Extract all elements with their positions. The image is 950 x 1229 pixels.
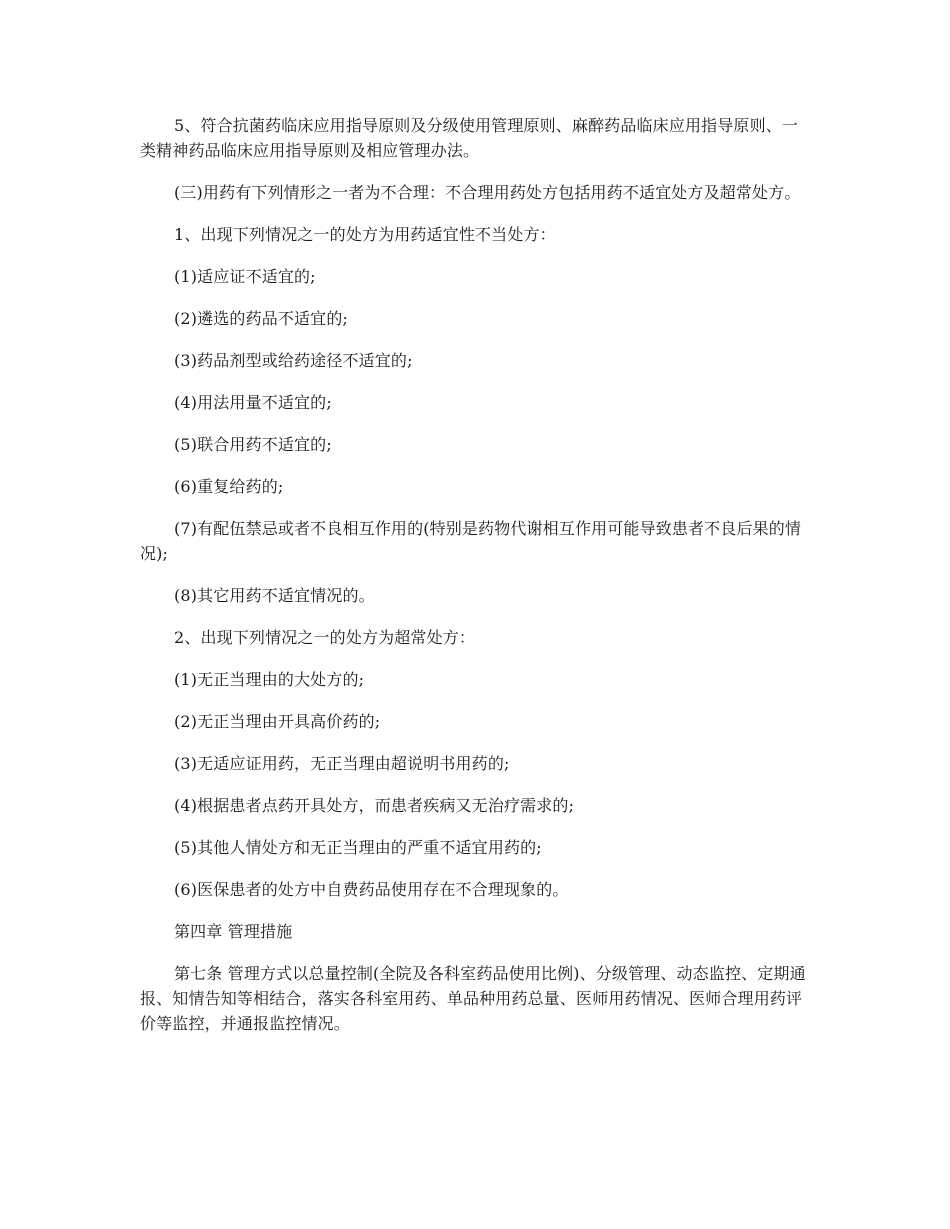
list-item-excessive-1: (1)无正当理由的大处方的; (174, 670, 365, 689)
list-item-inappropriate-1: (1)适应证不适宜的; (174, 267, 316, 286)
list-item-inappropriate-4: (4)用法用量不适宜的; (174, 393, 332, 412)
list-item-inappropriate-8: (8)其它用药不适宜情况的。 (174, 586, 375, 605)
list-item-inappropriate-3: (3)药品剂型或给药途径不适宜的; (174, 351, 413, 370)
list-item-inappropriate-2: (2)遴选的药品不适宜的; (174, 309, 349, 328)
paragraph-inappropriate-prescription-heading: 1、出现下列情况之一的处方为用药适宜性不当处方： (174, 225, 556, 244)
paragraph-antibiotic-principles: 5、符合抗菌药临床应用指导原则及分级使用管理原则、麻醉药品临床应用指导原则、一类精神药品临床应用指导原则及相应管理办法。 (140, 116, 799, 160)
list-item-excessive-6: (6)医保患者的处方中自费药品使用存在不合理现象的。 (174, 880, 569, 899)
list-item-excessive-2: (2)无正当理由开具高价药的; (174, 712, 381, 731)
list-item-inappropriate-6: (6)重复给药的; (174, 477, 284, 496)
paragraph-unreasonable-medication: (三)用药有下列情形之一者为不合理：不合理用药处方包括用药不适宜处方及超常处方。 (174, 183, 801, 202)
chapter-heading: 第四章 管理措施 (174, 922, 293, 941)
list-item-excessive-3: (3)无适应证用药，无正当理由超说明书用药的; (174, 754, 510, 773)
list-item-inappropriate-7: (7)有配伍禁忌或者不良相互作用的(特别是药物代谢相互作用可能导致患者不良后果的情况); (140, 519, 802, 563)
list-item-excessive-5: (5)其他人情处方和无正当理由的严重不适宜用药的; (174, 838, 542, 857)
document-body (140, 113, 808, 1036)
article-seven: 第七条 管理方式以总量控制(全院及各科室药品使用比例)、分级管理、动态监控、定期通报、知情告知等相结合，落实各科室用药、单品种用药总量、医师用药情况、医师合理用药评价等监控，并通报监控情况。 (140, 964, 806, 1033)
list-item-excessive-4: (4)根据患者点药开具处方，而患者疾病又无治疗需求的; (174, 796, 575, 815)
paragraph-excessive-prescription-heading: 2、出现下列情况之一的处方为超常处方： (174, 628, 476, 647)
list-item-inappropriate-5: (5)联合用药不适宜的; (174, 435, 332, 454)
